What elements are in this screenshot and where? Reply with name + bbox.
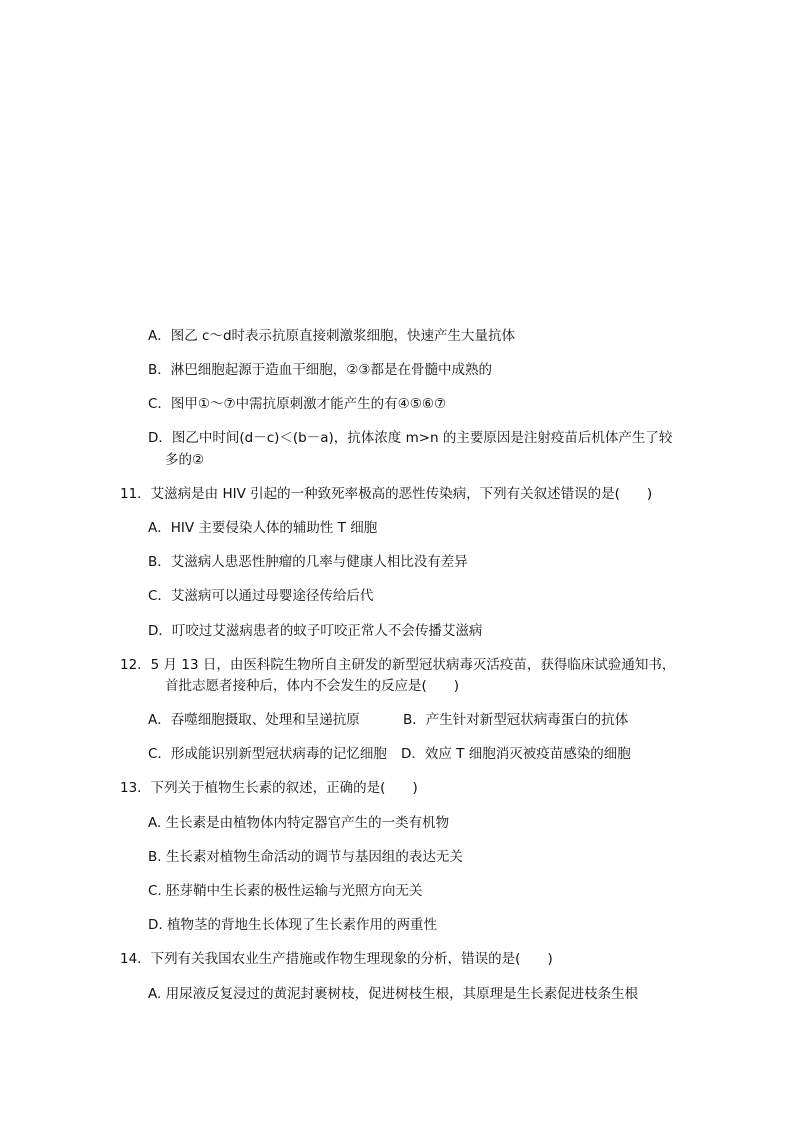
- q13-option-c: C. 胚芽鞘中生长素的极性运输与光照方向无关: [148, 883, 423, 899]
- q11-option-a: A．HIV 主要侵染人体的辅助性 T 细胞: [148, 520, 378, 536]
- q12-stem-line1: 12．5 月 13 日，由医科院生物所自主研发的新型冠状病毒灭活疫苗，获得临床试验通知书，: [120, 657, 676, 673]
- q10-option-d-line1: D．图乙中时间(d－c)＜(b－a)，抗体浓度 m>n 的主要原因是注射疫苗后机体产生了较: [148, 430, 673, 446]
- q12-option-c: C．形成能识别新型冠状病毒的记忆细胞: [148, 746, 387, 762]
- q14-option-a: A. 用尿液反复浸过的黄泥封裹树枝，促进树枝生根，其原理是生长素促进枝条生根: [148, 986, 639, 1002]
- q13-stem: 13．下列关于植物生长素的叙述，正确的是( ): [120, 780, 418, 796]
- q14-stem: 14．下列有关我国农业生产措施或作物生理现象的分析，错误的是( ): [120, 951, 553, 967]
- q10-option-c: C．图甲①～⑦中需抗原刺激才能产生的有④⑤⑥⑦: [148, 396, 447, 412]
- q10-option-a: A．图乙 c～d时表示抗原直接刺激浆细胞，快速产生大量抗体: [148, 328, 516, 344]
- q11-option-b: B．艾滋病人患恶性肿瘤的几率与健康人相比没有差异: [148, 554, 468, 570]
- q12-option-d: D．效应 T 细胞消灭被疫苗感染的细胞: [401, 746, 631, 762]
- q11-option-d: D．叮咬过艾滋病患者的蚊子叮咬正常人不会传播艾滋病: [148, 623, 483, 639]
- q12-option-b: B．产生针对新型冠状病毒蛋白的抗体: [403, 712, 629, 728]
- q12-stem-line2: 首批志愿者接种后，体内不会发生的反应是( ): [165, 678, 460, 694]
- q13-option-a: A. 生长素是由植物体内特定器官产生的一类有机物: [148, 815, 450, 831]
- q11-stem: 11．艾滋病是由 HIV 引起的一种致死率极高的恶性传染病，下列有关叙述错误的是( ): [120, 486, 653, 502]
- q11-option-c: C．艾滋病可以通过母婴途径传给后代: [148, 588, 374, 604]
- q13-option-d: D. 植物茎的背地生长体现了生长素作用的两重性: [148, 917, 437, 933]
- q12-option-a: A．吞噬细胞摄取、处理和呈递抗原: [148, 712, 360, 728]
- q13-option-b: B. 生长素对植物生命活动的调节与基因组的表达无关: [148, 849, 463, 865]
- q10-option-d-line2: 多的②: [165, 452, 205, 468]
- q10-option-b: B．淋巴细胞起源于造血干细胞，②③都是在骨髓中成熟的: [148, 362, 492, 378]
